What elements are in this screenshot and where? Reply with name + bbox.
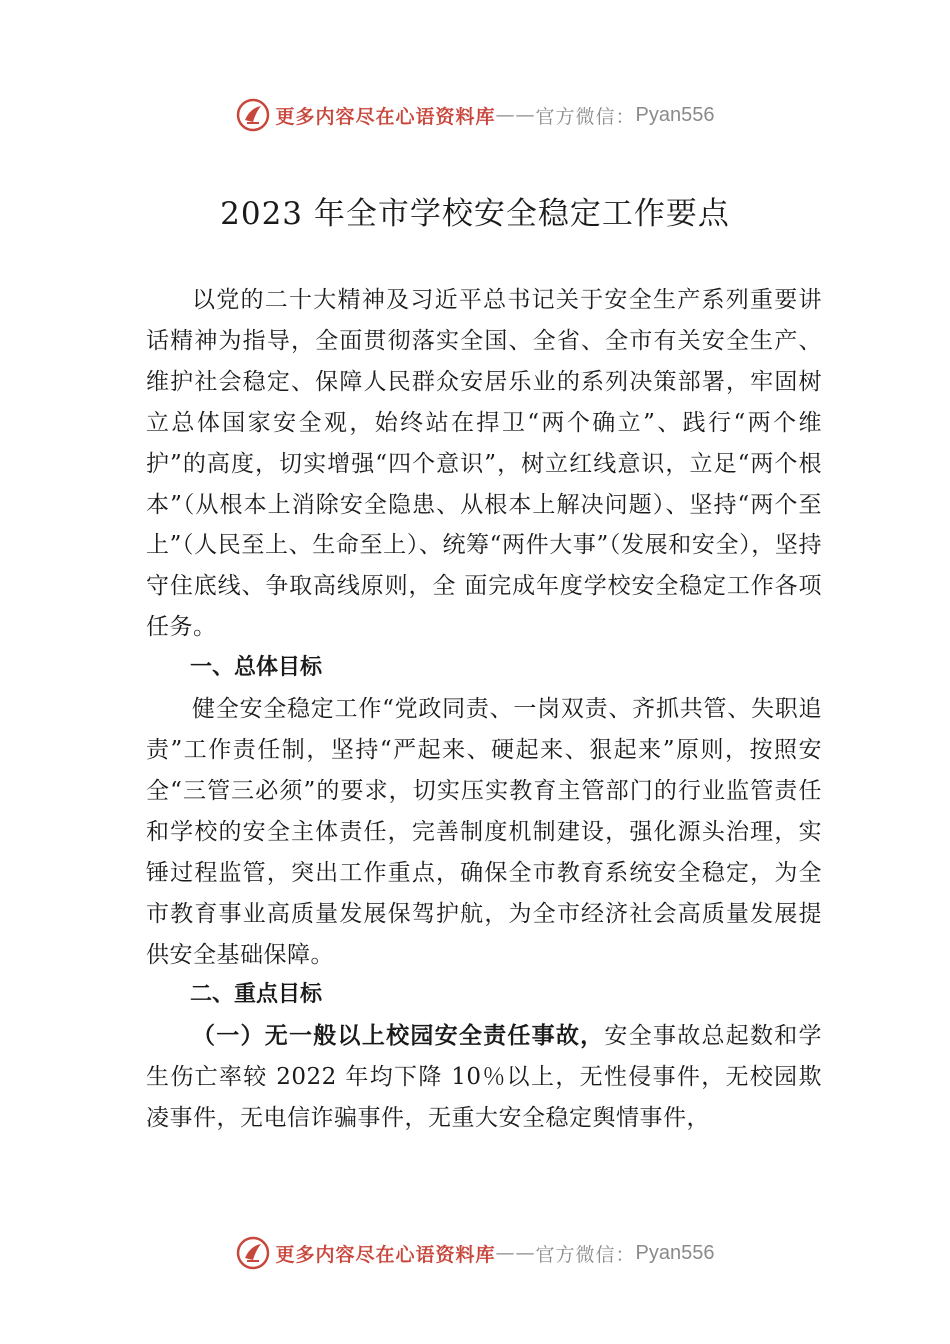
watermark-library-text: 更多内容尽在心语资料库	[275, 1243, 496, 1266]
section-heading: 一、总体目标	[190, 655, 323, 681]
document-body	[146, 280, 822, 1139]
watermark-account: Pyan556	[635, 103, 715, 126]
watermark-wechat-label: 官方微信：	[535, 105, 636, 128]
intro-paragraph: 以党的二十大精神及习近平总书记关于安全生产系列重要讲话精神为指导，全面贯彻落实全国、全省、全市有关安全生产、维护社会稳定、保障人民群众安居乐业的系列决策部署，牢固树立总体国家安全观，始终站在捍卫“两个确立”、践行“两个维护”的高度，切实增强“四个意识”，树立红线意识，立足“两个根本”（从根本上消除安全隐患、从根本上解决问题）、坚持“两个至上”（人民至上、生命至上）、统筹“两件大事”（发展和安全），坚持守住底线、争取高线原则，全 面完成年度学校安全稳定工作各项任务。	[146, 287, 822, 641]
watermark-library-text: 更多内容尽在心语资料库	[275, 105, 496, 128]
watermark-wechat-label: 官方微信：	[535, 1243, 636, 1266]
subsection-lead: （一）无一般以上校园安全责任事故，	[192, 1022, 605, 1050]
section-paragraph	[146, 1016, 822, 1139]
subsection-text: 安全事故总起数和学生伤亡率较 2022 年均下降 10％以上，无性侵事件，无校园欺凌事件，无电信诈骗事件，无重大安全稳定舆情事件，	[146, 1023, 823, 1132]
watermark-header	[0, 95, 950, 135]
watermark-account: Pyan556	[635, 1241, 715, 1264]
library-logo-icon	[236, 1236, 270, 1270]
section-heading: 二、重点目标	[190, 982, 323, 1008]
watermark-dash: ——	[495, 104, 536, 126]
page-title: 2023 年全市学校安全稳定工作要点	[220, 196, 730, 232]
section-paragraph: 健全安全稳定工作“党政同责、一岗双责、齐抓共管、失职追责”工作责任制，坚持“严起来、硬起来、狠起来”原则，按照安全“三管三必须”的要求，切实压实教育主管部门的行业监管责任和学校的安全主体责任，完善制度机制建设，强化源头治理，实锤过程监管，突出工作重点，确保全市教育系统安全稳定，为全市教育事业高质量发展保驾护航，为全市经济社会高质量发展提供安全基础保障。	[146, 696, 822, 968]
watermark-footer	[0, 1233, 950, 1273]
library-logo-icon	[236, 98, 270, 132]
watermark-dash: ——	[495, 1242, 536, 1264]
